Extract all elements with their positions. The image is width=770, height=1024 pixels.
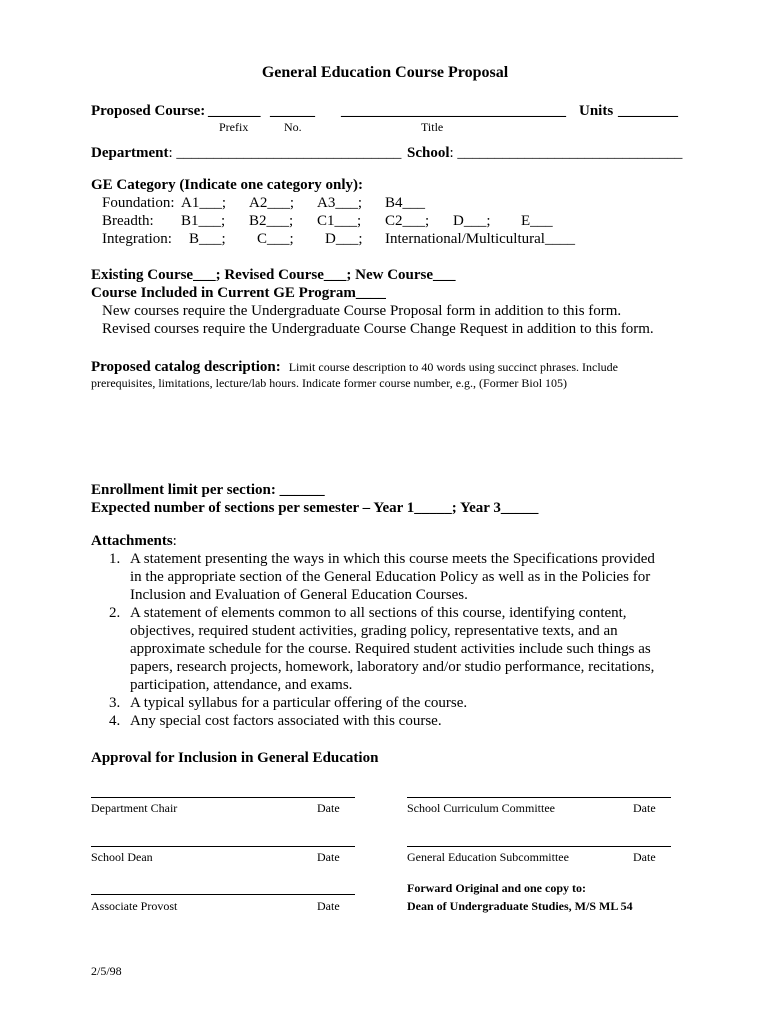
date-label: Date — [317, 801, 340, 815]
new-course-note: New courses require the Undergraduate Course Proposal form in addition to this form. — [102, 303, 622, 319]
units-label: Units — [579, 103, 614, 119]
forward-instruction-2: Dean of Undergraduate Studies, M/S ML 54 — [407, 899, 633, 913]
approval-heading: Approval for Inclusion in General Education — [91, 750, 379, 766]
course-status-line[interactable]: Existing Course___; Revised Course___; New Course___ — [91, 267, 456, 283]
signature-line[interactable] — [91, 797, 355, 798]
integration-label: Integration: — [102, 231, 172, 247]
attachment-2-line-1: A statement of elements common to all sections of this course, identifying content, — [130, 605, 627, 621]
school-curriculum-label: School Curriculum Committee — [407, 801, 555, 815]
department-line — [91, 145, 401, 162]
signature-line[interactable] — [407, 797, 671, 798]
signature-line[interactable] — [407, 846, 671, 847]
department-label: Department — [91, 145, 169, 161]
attachment-3-line-1: A typical syllabus for a particular offering of the course. — [130, 695, 468, 711]
number-caption: No. — [284, 120, 302, 134]
associate-provost-label: Associate Provost — [91, 899, 178, 913]
school-label: School — [407, 145, 450, 161]
signature-line[interactable] — [91, 846, 355, 847]
integration-b[interactable]: B___; — [189, 231, 226, 247]
foundation-b4[interactable]: B4___ — [385, 195, 426, 211]
breadth-c1[interactable]: C1___; — [317, 213, 362, 229]
attachments-colon: : — [172, 533, 177, 549]
foundation-label: Foundation: — [102, 195, 175, 211]
attachment-1-line-1: A statement presenting the ways in which this course meets the Specifications provided — [130, 551, 655, 567]
course-title-field[interactable]: ______________________________ — [341, 103, 566, 119]
course-number-field[interactable]: ______ — [270, 103, 315, 119]
foundation-a3[interactable]: A3___; — [317, 195, 362, 211]
integration-d[interactable]: D___; — [325, 231, 363, 247]
date-label: Date — [317, 850, 340, 864]
breadth-d[interactable]: D___; — [453, 213, 491, 229]
forward-instruction-1: Forward Original and one copy to: — [407, 881, 586, 895]
expected-sections[interactable]: Expected number of sections per semester – Year 1_____; Year 3_____ — [91, 500, 539, 516]
school-field[interactable]: : ______________________________ — [449, 145, 683, 161]
foundation-a2[interactable]: A2___; — [249, 195, 294, 211]
department-chair-label: Department Chair — [91, 801, 178, 815]
catalog-label: Proposed catalog description: — [91, 359, 281, 375]
breadth-b2[interactable]: B2___; — [249, 213, 294, 229]
school-line — [407, 145, 682, 162]
integration-international[interactable]: International/Multicultural____ — [385, 231, 575, 247]
breadth-e[interactable]: E___ — [521, 213, 553, 229]
units-field[interactable]: ________ — [618, 103, 678, 119]
signature-line[interactable] — [91, 894, 355, 895]
ge-subcommittee-label: General Education Subcommittee — [407, 850, 569, 864]
attachment-2-line-5: participation, attendance, and exams. — [130, 677, 353, 693]
attachments-heading — [91, 533, 177, 550]
ge-category-heading: GE Category (Indicate one category only): — [91, 177, 364, 193]
breadth-c2[interactable]: C2___; — [385, 213, 430, 229]
school-dean-label: School Dean — [91, 850, 153, 864]
breadth-b1[interactable]: B1___; — [181, 213, 226, 229]
attachment-number: 3. — [109, 695, 121, 711]
breadth-label: Breadth: — [102, 213, 154, 229]
department-field[interactable]: : ______________________________ — [168, 145, 402, 161]
title-caption: Title — [421, 120, 444, 134]
footer-date: 2/5/98 — [91, 964, 122, 978]
catalog-instructions-1: Limit course description to 40 words using succinct phrases. Include — [288, 360, 618, 374]
enrollment-limit[interactable]: Enrollment limit per section: ______ — [91, 482, 325, 498]
date-label: Date — [633, 850, 656, 864]
date-label: Date — [317, 899, 340, 913]
date-label: Date — [633, 801, 656, 815]
revised-course-note: Revised courses require the Undergraduate Course Change Request in addition to this form. — [102, 321, 654, 337]
attachment-1-line-2: in the appropriate section of the General Education Policy as well as in the Policies for — [130, 569, 651, 585]
proposed-course-label: Proposed Course: — [91, 103, 206, 119]
attachment-number: 2. — [109, 605, 121, 621]
prefix-field[interactable]: _______ — [208, 103, 261, 119]
catalog-instructions-2: prerequisites, limitations, lecture/lab hours. Indicate former course number, e.g., (Former Biol 105) — [91, 376, 568, 390]
ge-program-line[interactable]: Course Included in Current GE Program____ — [91, 285, 386, 301]
attachment-2-line-2: objectives, required student activities, grading policy, representative texts, and an — [130, 623, 618, 639]
catalog-line-1 — [91, 358, 618, 376]
attachment-2-line-4: papers, research projects, homework, laboratory and/or studio performance, recitations, — [130, 659, 655, 675]
page-title: General Education Course Proposal — [261, 64, 509, 81]
attachment-4-line-1: Any special cost factors associated with this course. — [130, 713, 442, 729]
integration-c[interactable]: C___; — [257, 231, 294, 247]
prefix-caption: Prefix — [219, 120, 249, 134]
foundation-a1[interactable]: A1___; — [181, 195, 226, 211]
attachments-label: Attachments — [91, 533, 173, 549]
attachment-number: 4. — [109, 713, 121, 729]
attachment-2-line-3: approximate schedule for the course. Required student activities include such things as — [130, 641, 651, 657]
attachment-1-line-3: Inclusion and Evaluation of General Education Courses. — [130, 587, 468, 603]
attachment-number: 1. — [109, 551, 121, 567]
